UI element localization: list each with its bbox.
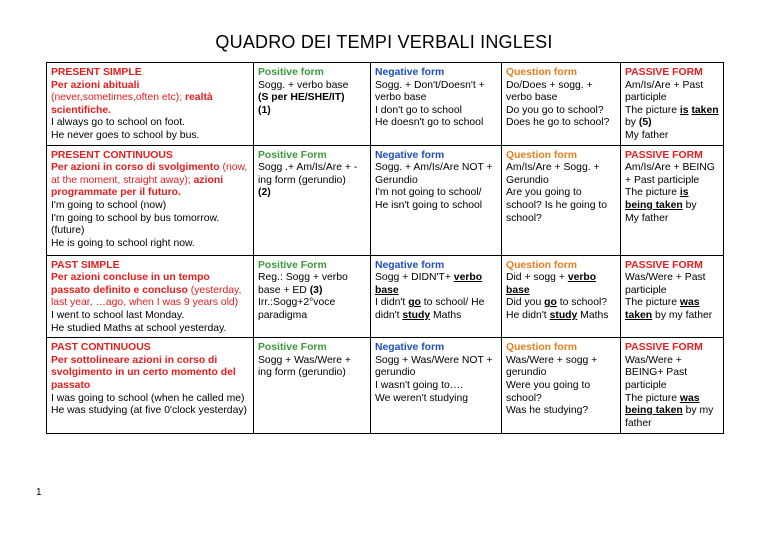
table-row [47, 255, 724, 338]
tense-cell [47, 338, 254, 434]
positive-cell [254, 63, 371, 146]
rule-text: Sogg .+ Am/Is/Are + -ing form (gerundio) [258, 162, 358, 186]
question-heading: Question form [506, 259, 578, 271]
positive-cell [254, 145, 371, 255]
positive-cell [254, 338, 371, 434]
tense-usage: Per sottolineare azioni in corso di svolgimento in un certo momento del passato [51, 354, 236, 391]
question-heading: Question form [506, 149, 578, 161]
negative-cell [371, 63, 502, 146]
tense-usage-2: azioni programmate per il futuro. [51, 174, 224, 199]
tense-cell [47, 63, 254, 146]
rule-text: Was/Were + sogg + gerundio [506, 354, 598, 379]
example: He never goes to school by bus. [51, 129, 200, 141]
rule-text: Was/Were + BEING+ Past participle [625, 354, 688, 391]
tenses-table [46, 62, 724, 434]
tense-keywords: (never,sometimes,often etc); [51, 92, 185, 104]
table-row [47, 145, 724, 255]
passive-heading: PASSIVE FORM [625, 67, 703, 78]
example: Does he go to school? [506, 117, 610, 129]
passive-heading: PASSIVE FORM [625, 342, 703, 354]
example: I don't go to school [375, 104, 462, 116]
rule-text: Sogg + Was/Were NOT + gerundio [375, 354, 493, 379]
example: My father [625, 212, 669, 224]
example: He is going to school right now. [51, 237, 195, 249]
rule-text: Am/Is/Are + BEING + Past participle [625, 162, 715, 186]
example: I wasn't going to…. [375, 379, 464, 391]
example: Were you going to school? [506, 379, 591, 404]
rule-text: Sogg. + Am/Is/Are NOT + Gerundio [375, 162, 493, 186]
rule-text: Am/Is/Are + Past participle [625, 79, 704, 104]
footnote-ref: (2) [258, 187, 271, 199]
passive-heading: PASSIVE FORM [625, 259, 703, 271]
positive-heading: Positive Form [258, 342, 327, 354]
example: The picture was taken by my father [625, 297, 713, 321]
example: He didn't study Maths [506, 309, 609, 321]
example: I'm going to school (now) [51, 199, 167, 211]
example: Are you going to school? Is he going to school? [506, 187, 608, 224]
tense-usage: Per azioni concluse in un tempo passato definito e concluso [51, 272, 210, 296]
negative-cell [371, 145, 502, 255]
negative-cell [371, 338, 502, 434]
example: I'm not going to school/ He isn't going to school [375, 187, 483, 211]
negative-heading: Negative form [375, 259, 445, 271]
question-heading: Question form [506, 67, 578, 78]
example: The picture is being taken by [625, 187, 697, 211]
example: The picture was being taken by my father [625, 392, 714, 429]
example: I'm going to school by bus tomorrow. (future) [51, 212, 220, 237]
example: I always go to school on foot. [51, 117, 186, 129]
rule-text: Sogg + Was/Were + ing form (gerundio) [258, 354, 351, 379]
question-cell [502, 338, 621, 434]
negative-cell [371, 255, 502, 338]
question-heading: Question form [506, 342, 578, 354]
positive-heading: Positive Form [258, 259, 327, 271]
rule-text: Sogg. + verbo base [258, 79, 349, 91]
tense-cell [47, 145, 254, 255]
passive-cell [621, 255, 724, 338]
tense-keywords: (now, at the moment, straight away); [51, 162, 248, 186]
rule-text: Reg.: Sogg + verbo base + ED (3) [258, 272, 348, 296]
positive-heading: Positive Form [258, 149, 327, 161]
example: He was studying (at five 0'clock yesterday) [51, 405, 248, 417]
page-title: QUADRO DEI TEMPI VERBALI INGLESI [215, 32, 553, 52]
table-row [47, 63, 724, 146]
tense-name: PRESENT SIMPLE [51, 67, 142, 78]
tense-usage: Per azioni in corso di svolgimento [51, 162, 220, 174]
example: The picture is taken by (5) [625, 104, 719, 129]
positive-heading: Positive form [258, 67, 324, 78]
question-cell [502, 145, 621, 255]
passive-cell [621, 145, 724, 255]
tense-name: PAST SIMPLE [51, 259, 120, 271]
passive-cell [621, 63, 724, 146]
example: We weren't studying [375, 392, 469, 404]
rule-text: Sogg. + Don't/Doesn't + verbo base [375, 79, 485, 104]
tense-usage: Per azioni abituali [51, 79, 140, 91]
tense-usage-2: realtà scientifiche. [51, 92, 213, 116]
rule-text: Irr.:Sogg+2°voce paradigma [258, 297, 336, 321]
negative-heading: Negative form [375, 149, 445, 161]
positive-cell [254, 255, 371, 338]
example: Do you go to school? [506, 104, 604, 116]
table-row [47, 338, 724, 434]
example: I didn't go to school/ He didn't study Maths [375, 297, 485, 321]
example: I went to school last Monday. [51, 309, 185, 321]
example: He studied Maths at school yesterday. [51, 322, 227, 334]
rule-text: Am/Is/Are + Sogg. + Gerundio [506, 162, 600, 186]
passive-heading: PASSIVE FORM [625, 149, 703, 161]
rule-text: Do/Does + sogg. + verbo base [506, 79, 593, 104]
question-cell [502, 255, 621, 338]
tense-name: PAST CONTINUOUS [51, 342, 151, 354]
passive-cell [621, 338, 724, 434]
rule-text: Sogg + DIDN'T+ verbo base [375, 272, 483, 296]
negative-heading: Negative form [375, 342, 445, 354]
tense-name: PRESENT CONTINUOUS [51, 149, 173, 161]
example: He doesn't go to school [375, 117, 484, 129]
example: Was he studying? [506, 405, 589, 417]
page-number: 1 [36, 487, 42, 498]
tense-keywords: (yesterday, last year, …ago, when I was 9 years old) [51, 284, 242, 309]
example: Did you go to school? [506, 297, 608, 309]
rule-text: (S per HE/SHE/IT) [258, 92, 345, 104]
question-cell [502, 63, 621, 146]
example: My father [625, 129, 669, 141]
footnote-ref: (1) [258, 104, 271, 116]
rule-text: Did + sogg + verbo base [506, 272, 597, 296]
tense-cell [47, 255, 254, 338]
example: I was going to school (when he called me) [51, 392, 245, 404]
negative-heading: Negative form [375, 67, 445, 78]
rule-text: Was/Were + Past participle [625, 272, 706, 296]
